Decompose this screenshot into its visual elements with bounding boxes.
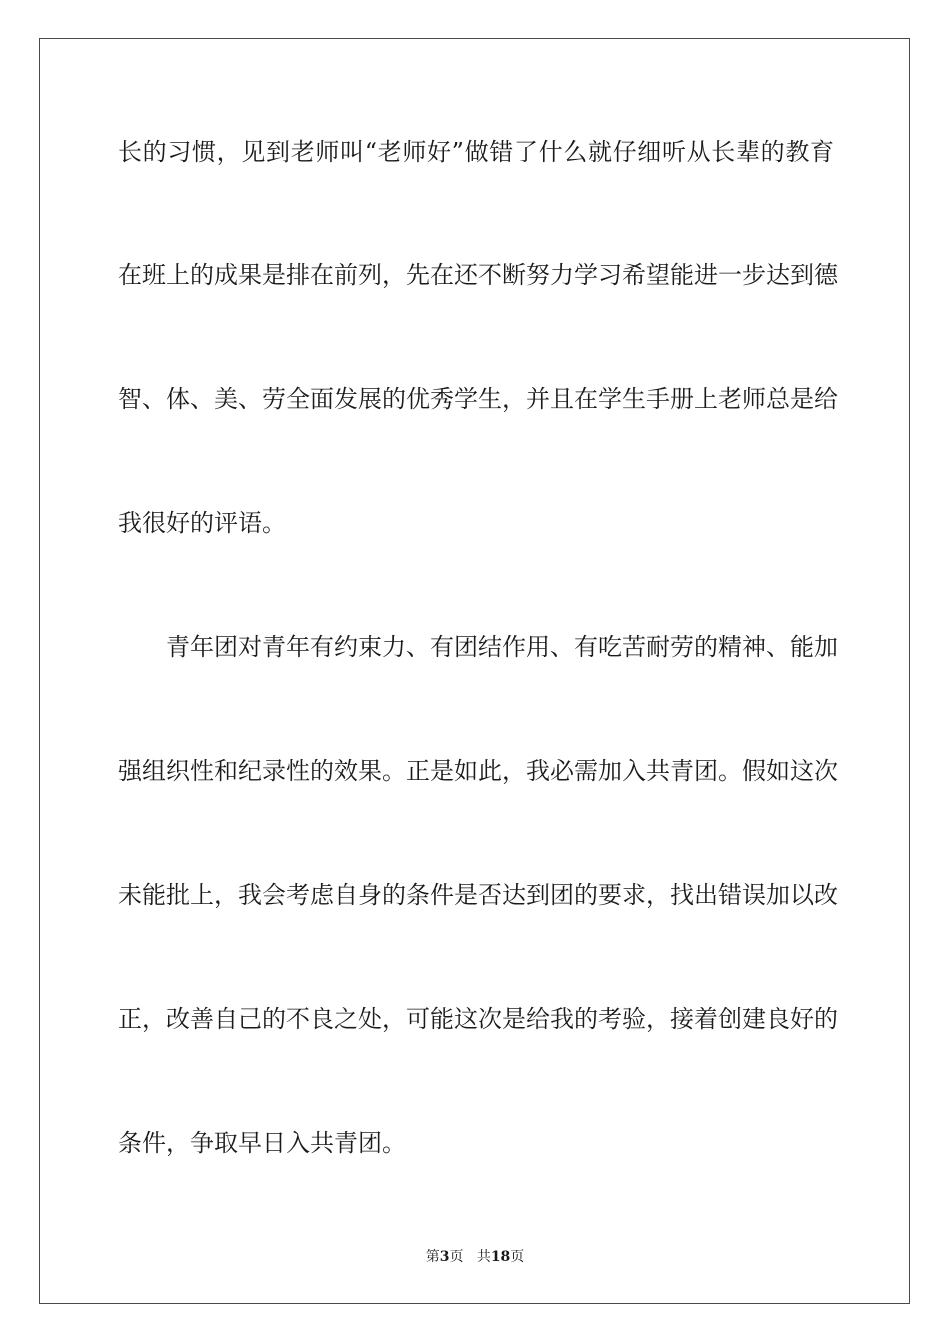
text-line: 长的习惯，见到老师叫“老师好”做错了什么就仔细听从长辈的教育 <box>118 138 834 166</box>
total-pages: 18 <box>490 1249 511 1265</box>
text-line: 在班上的成果是排在前列，先在还不断努力学习希望能进一步达到德 <box>118 261 838 289</box>
text-line: 正，改善自己的不良之处，可能这次是给我的考验，接着创建良好的 <box>118 1005 838 1033</box>
page-border <box>39 38 910 1304</box>
paragraph-first-line: 青年团对青年有约束力、有团结作用、有吃苦耐劳的精神、能加 <box>166 633 838 661</box>
text-line: 强组织性和纪录性的效果。正是如此，我必需加入共青团。假如这次 <box>118 757 838 785</box>
page-prefix: 第 <box>425 1249 440 1265</box>
total-prefix: 共 <box>476 1249 491 1265</box>
text-line: 未能批上，我会考虑自身的条件是否达到团的要求，找出错误加以改 <box>118 881 838 909</box>
page-suffix: 页 <box>449 1249 464 1265</box>
text-line: 智、体、美、劳全面发展的优秀学生，并且在学生手册上老师总是给 <box>118 385 838 413</box>
total-suffix: 页 <box>510 1249 525 1265</box>
page-footer <box>0 1246 950 1266</box>
text-line: 我很好的评语。 <box>118 509 286 537</box>
text-line: 条件，争取早日入共青团。 <box>118 1129 406 1157</box>
page-number: 3 <box>439 1249 450 1265</box>
